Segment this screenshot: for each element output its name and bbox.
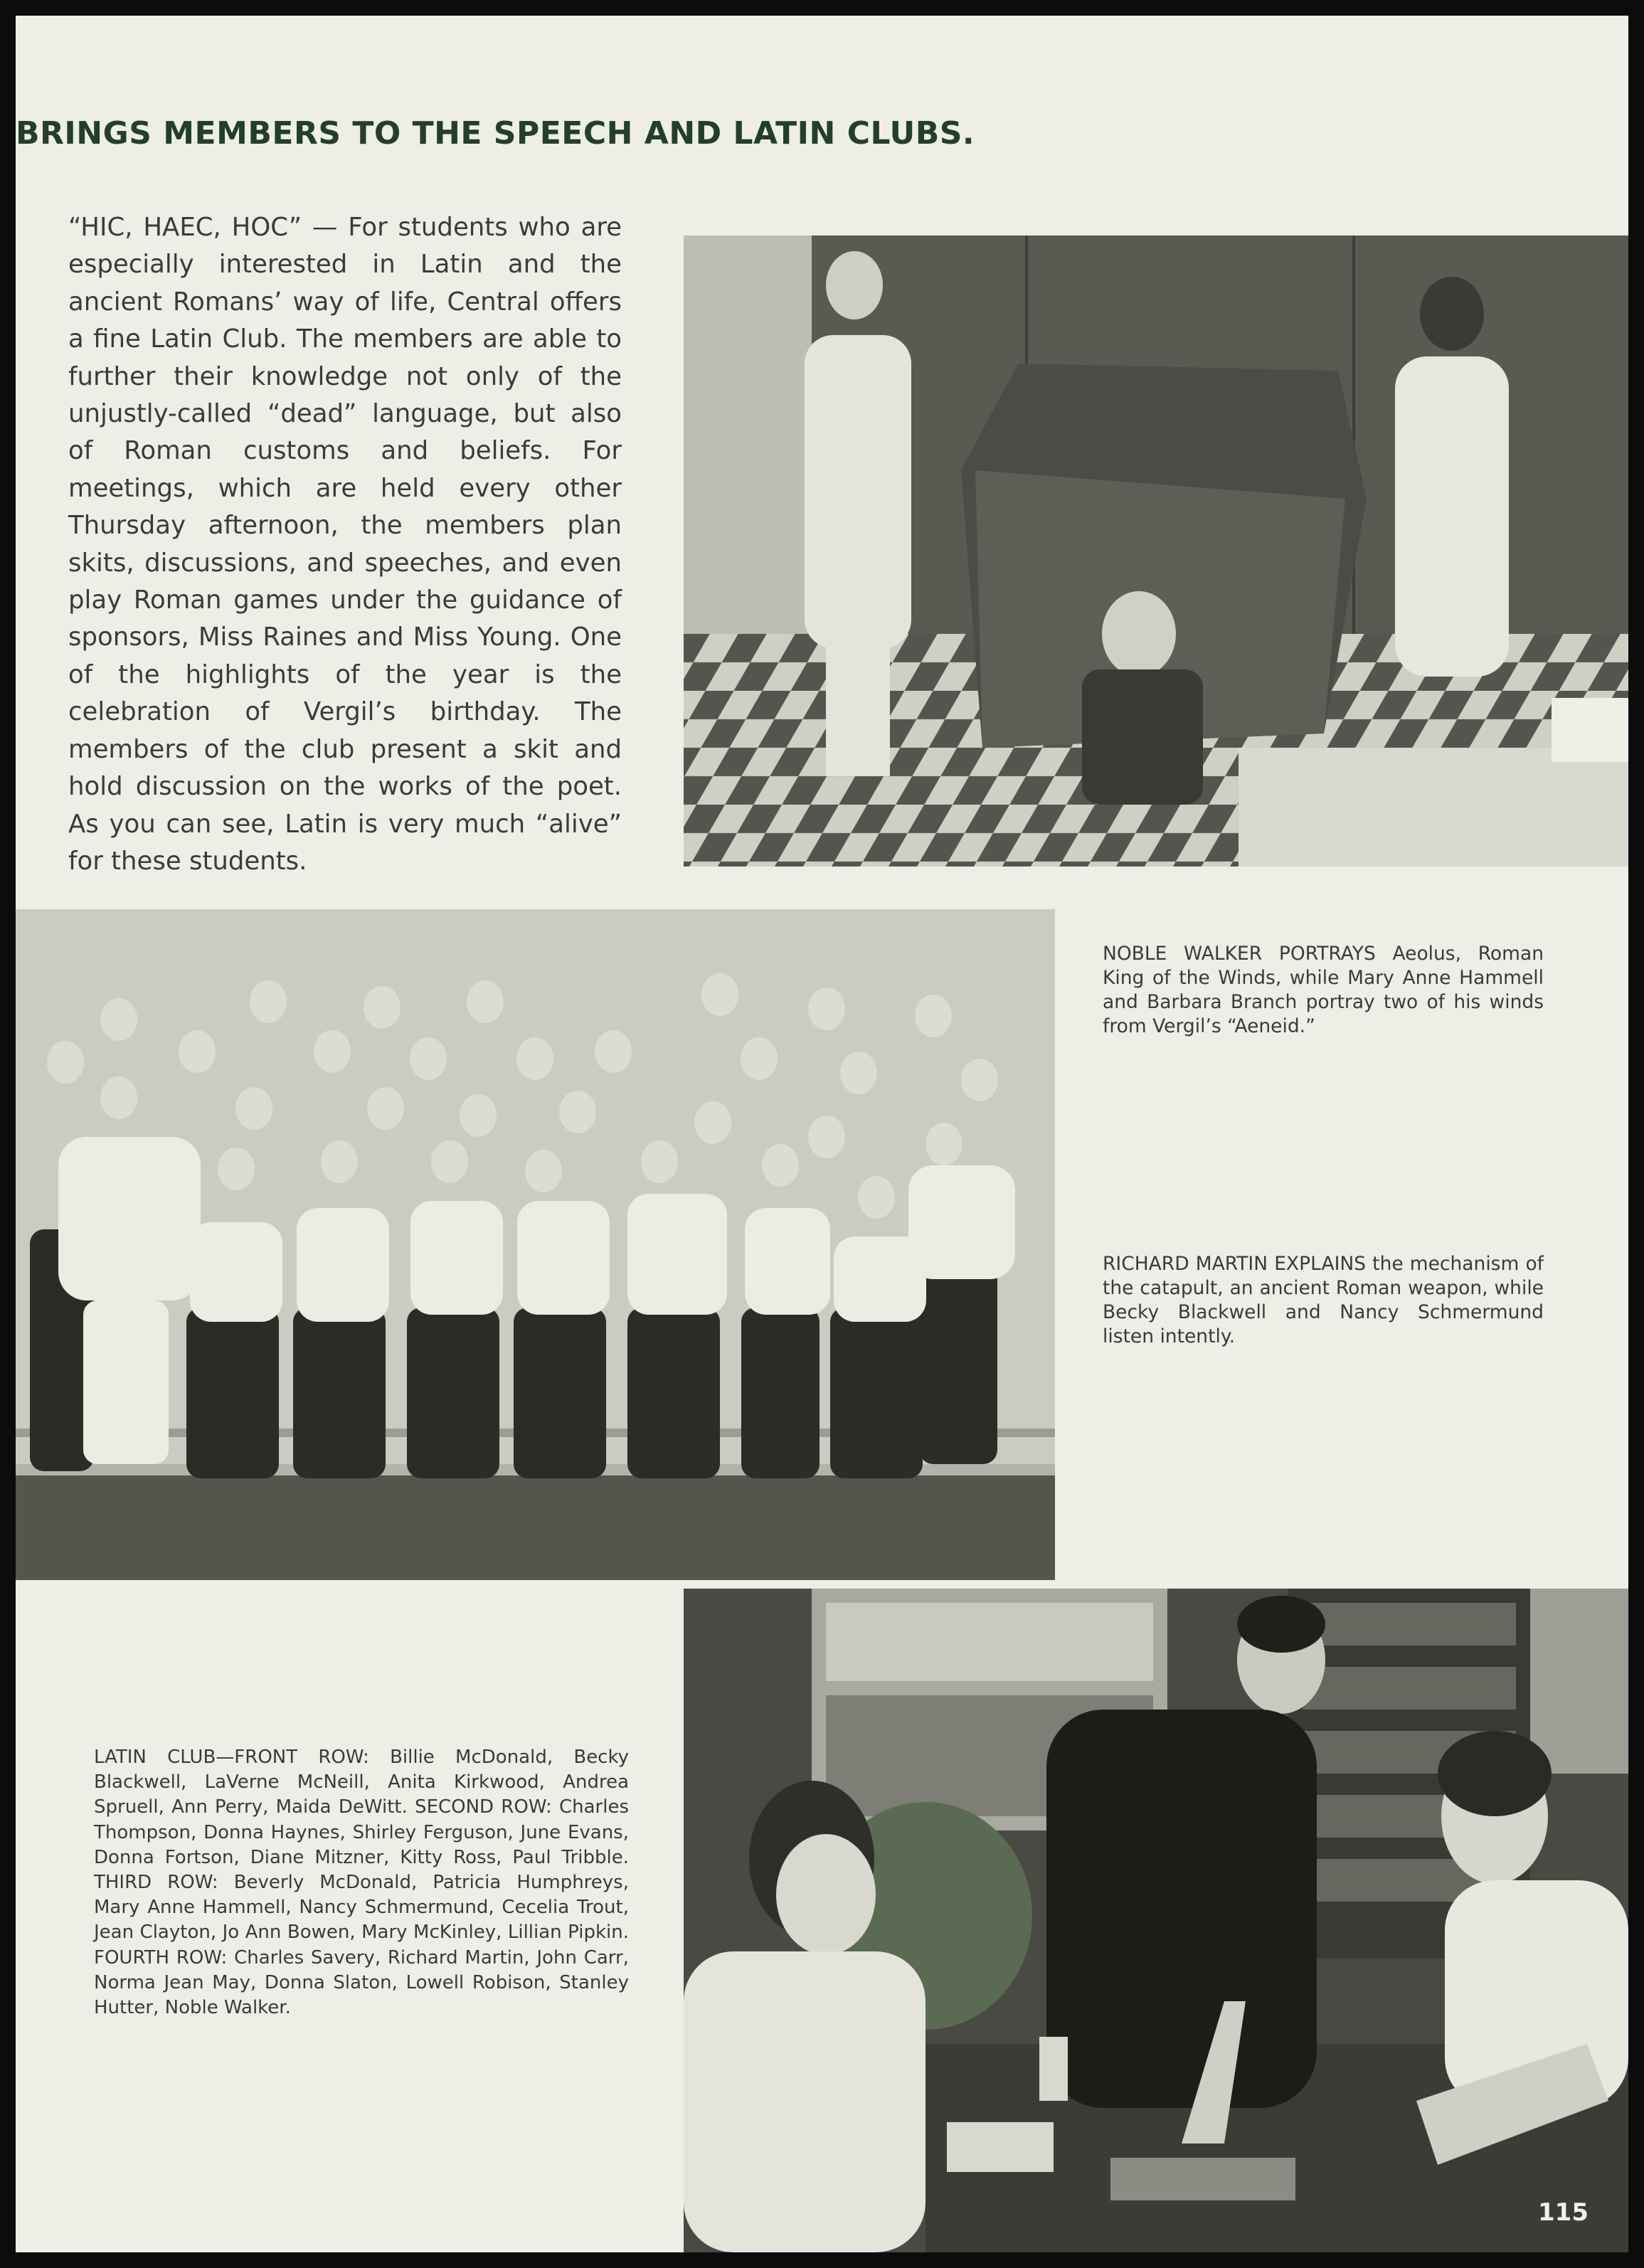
catapult-demonstration-photo bbox=[684, 1589, 1628, 2252]
latin-club-group-photo bbox=[16, 909, 1055, 1580]
page-number: 115 bbox=[1538, 2198, 1589, 2227]
latin-club-intro-text: “HIC, HAEC, HOC” — For students who are especially interested in Latin and the ancient Romans’ way of life, Central offers a fine Latin Club. The members are able to further their knowledge not only of the unjustly-called “dead” language, but also of Roman customs and beliefs. For meetings, which are held every other Thursday afternoon, the members plan skits, discussions, and speeches, and even play Roman games under the guidance of sponsors, Miss Raines and Miss Young. One of the highlights of the year is the celebration of Vergil’s birthday. The members of the club present a skit and hold discussion on the works of the poet. As you can see, Latin is very much “alive” for these students. bbox=[68, 213, 622, 876]
latin-club-roster-caption: LATIN CLUB—FRONT ROW: Billie McDonald, Becky Blackwell, LaVerne McNeill, Anita Kirkwood, Andrea Spruell, Ann Perry, Maida DeWitt. SECOND ROW: Charles Thompson, Donna Haynes, Shirley Ferguson, June Evans, Donna Fortson, Diane Mitzner, Kitty Ross, Paul Tribble. THIRD ROW: Beverly McDonald, Patricia Humphreys, Mary Anne Hammell, Nancy Schmermund, Cecelia Trout, Jean Clayton, Jo Ann Bowen, Mary McKinley, Lillian Pipkin. FOURTH ROW: Charles Savery, Richard Martin, John Carr, Norma Jean May, Donna Slaton, Lowell Robison, Stanley Hutter, Noble Walker. bbox=[94, 1747, 629, 2019]
catapult-photo-caption: RICHARD MARTIN EXPLAINS the mechanism of the catapult, an ancient Roman weapon, while Becky Blackwell and Nancy Schmermund listen intently. bbox=[1103, 1253, 1544, 1347]
aeolus-skit-photo bbox=[684, 235, 1628, 867]
page-headline: BRINGS MEMBERS TO THE SPEECH AND LATIN CLUBS. bbox=[16, 115, 975, 152]
aeolus-photo-caption: NOBLE WALKER PORTRAYS Aeolus, Roman King of the Winds, while Mary Anne Hammell and Barbara Branch portray two of his winds from Vergil’s “Aeneid.” bbox=[1103, 943, 1544, 1037]
yearbook-page bbox=[16, 16, 1628, 2252]
